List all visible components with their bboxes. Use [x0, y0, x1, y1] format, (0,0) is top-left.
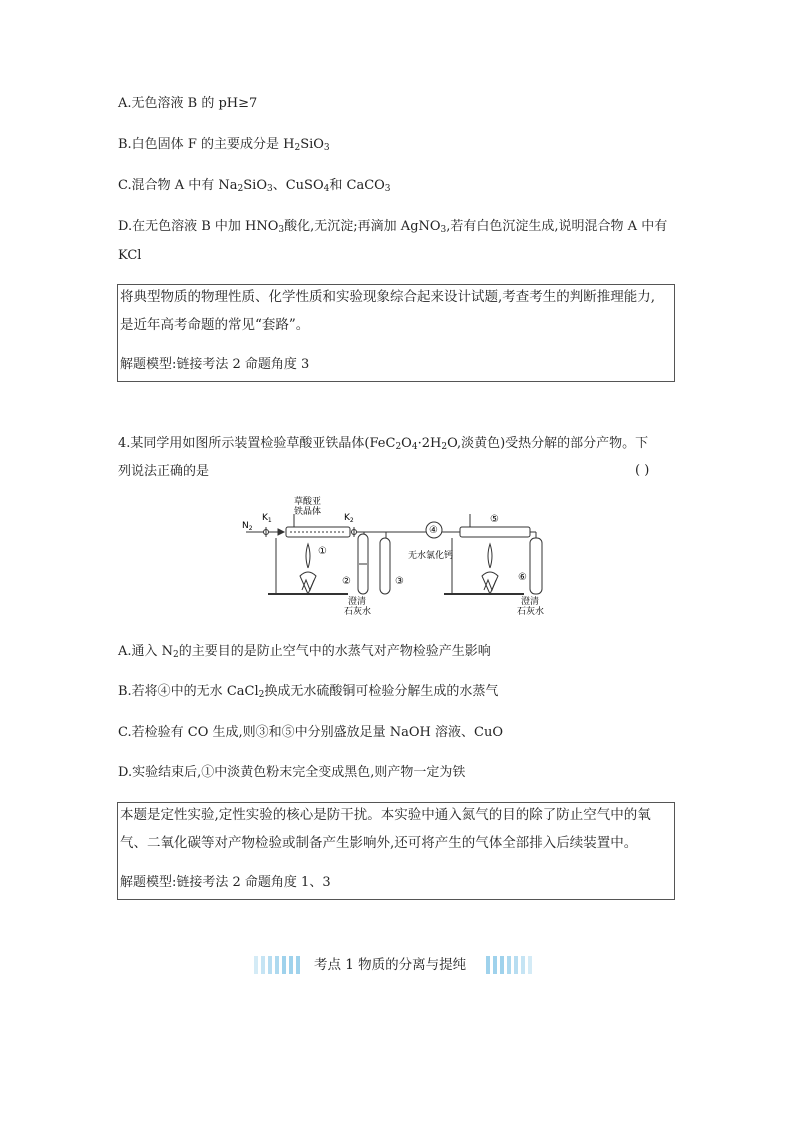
analysis-box-2-model: 解题模型:链接考法 2 命题角度 1、3: [120, 875, 331, 890]
q3-option-d-line1: D.在无色溶液 B 中加 $HNO_3$酸化,无沉淀;再滴加 AgNO$_3$,若有白色沉淀生成,说明混合物 A 中有: [118, 219, 668, 235]
limewater-left-1: 澄清: [348, 597, 367, 607]
decorative-bars-right: [486, 956, 532, 974]
q3-option-c: C.混合物 A 中有 $Na_2SiO_3$、CuSO$_4$和 CaCO$_3$: [118, 178, 391, 194]
q4-option-a: A.通入 $N_2$的主要目的是防止空气中的水蒸气对产物检验产生影响: [118, 644, 491, 660]
q4-option-d: D.实验结束后,①中淡黄色粉末完全变成黑色,则产物一定为铁: [118, 765, 466, 780]
q3-option-d-line2: KCl: [118, 248, 142, 263]
q3-option-a: A.无色溶液 B 的 pH≥7: [118, 96, 258, 111]
analysis-box-1-model: 解题模型:链接考法 2 命题角度 3: [120, 357, 310, 372]
analysis-box-2-line1: 本题是定性实验,定性实验的核心是防干扰。本实验中通入氮气的目的除了防止空气中的氧: [120, 807, 651, 823]
crystal-label-1: 草酸亚: [294, 497, 322, 507]
analysis-box-1: [117, 284, 675, 382]
q4-stem-line1: 4.某同学用如图所示装置检验草酸亚铁晶体($FeC_2O_4\cdot 2H_2O$,淡黄色)受热分解的部分产物。下: [118, 436, 649, 452]
marker-5: ⑤: [490, 514, 499, 525]
analysis-box-2-line2: 气、二氧化碳等对产物检验或制备产生影响外,还可将产生的气体全部排入后续装置中。: [120, 835, 638, 851]
answer-parentheses: ( ): [635, 463, 650, 478]
marker-3: ③: [395, 576, 404, 587]
q4-option-c: C.若检验有 CO 生成,则③和⑤中分别盛放足量 NaOH 溶液、CuO: [118, 725, 503, 740]
q3-option-b: B.白色固体 F 的主要成分是 $H_2SiO_3$: [118, 137, 330, 153]
k2-label: $K_2$: [344, 513, 354, 524]
marker-1: ①: [318, 546, 327, 557]
limewater-right-2: 石灰水: [517, 607, 545, 617]
marker-6: ⑥: [518, 572, 527, 583]
analysis-box-1-line2: 是近年高考命题的常见“套路”。: [120, 317, 310, 333]
limewater-left-2: 石灰水: [344, 607, 372, 617]
crystal-label-2: 铁晶体: [294, 507, 322, 517]
analysis-box-1-line1: 将典型物质的物理性质、化学性质和实验现象综合起来设计试题,考查考生的判断推理能力,: [120, 289, 656, 305]
cacl2-label: 无水氯化钙: [408, 551, 454, 561]
marker-2: ②: [342, 576, 351, 587]
q4-option-b: B.若将④中的无水 CaCl$_2$换成无水硫酸铜可检验分解生成的水蒸气: [118, 684, 499, 700]
limewater-right-1: 澄清: [521, 597, 540, 607]
decorative-bars-left: [254, 956, 300, 974]
marker-4: ④: [429, 525, 438, 536]
k1-label: $K_1$: [262, 513, 272, 524]
analysis-box-2: [117, 802, 675, 900]
q4-stem-line2: 列说法正确的是: [118, 464, 210, 479]
section-title: 考点 1 物质的分离与提纯: [314, 957, 467, 973]
section-heading: [254, 954, 544, 976]
n2-label: $N_2$: [242, 521, 253, 532]
apparatus-diagram: [238, 494, 550, 618]
